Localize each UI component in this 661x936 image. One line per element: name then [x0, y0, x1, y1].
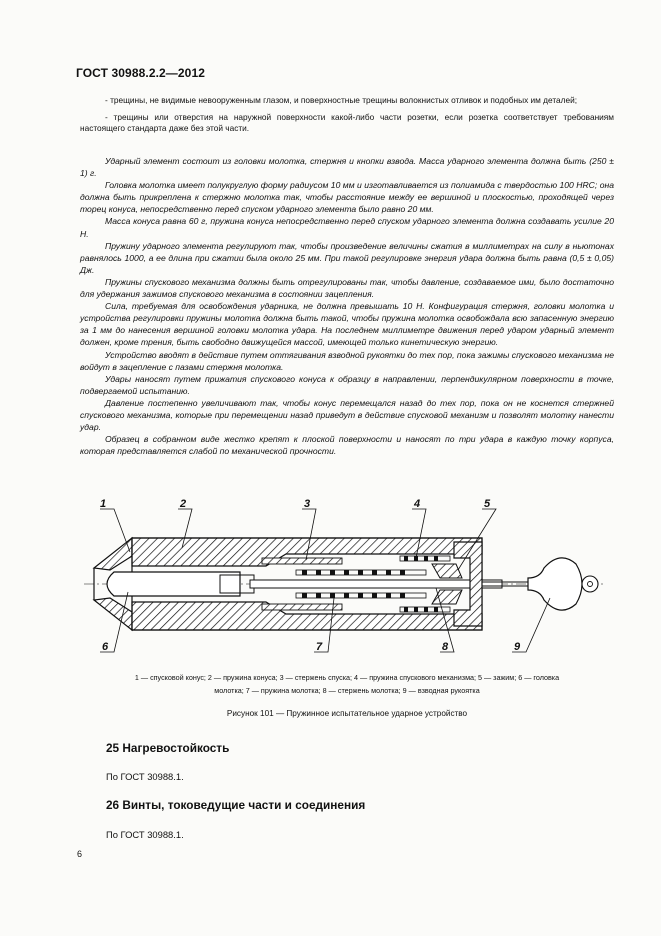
paragraph: Пружину ударного элемента регулируют так, чтобы произведение величины сжатия в миллиметрах на силу в ньютонах равнялось 1000, а ее длина при сжатии была около 25 мм. При такой регулировке энергия удара должна быть равна (0,5 ± 0,05) Дж.	[80, 240, 614, 275]
document-header: ГОСТ 30988.2.2—2012	[76, 66, 205, 80]
callout-7: 7	[316, 641, 323, 653]
callout-3: 3	[304, 498, 311, 510]
paragraph: Масса конуса равна 60 г, пружина конуса непосредственно перед спуском ударного элемента должна создавать усилие 20 Н.	[80, 216, 614, 239]
section-25-title: 25 Нагревостойкость	[106, 741, 230, 755]
callout-2: 2	[180, 498, 187, 510]
callout-1: 1	[100, 498, 107, 510]
callout-8: 8	[442, 641, 449, 653]
clamp	[432, 564, 462, 578]
bullet-list	[80, 95, 614, 140]
page-number: 6	[77, 849, 83, 859]
release-rod	[262, 558, 342, 564]
bullet-item: - трещины, не видимые невооруженным глазом, и поверхностные трещины волокнистых отливок и подобных им деталей;	[105, 95, 578, 105]
section-25-text: По ГОСТ 30988.1.	[106, 771, 184, 782]
paragraph: Головка молотка имеет полукруглую форму радиусом 10 мм и изготавливается из полиамида с твердостью 100 HRC; она должна быть прикреплена к стержню молотка так, чтобы расстояние между ее вершиной и плоскостью, проходящей через торец конуса, непосредственно перед спуском ударного элемента было равно 20 мм.	[80, 180, 614, 215]
hammer-rod	[250, 580, 502, 588]
legend-line: 1 — спусковой конус; 2 — пружина конуса; 3 — стержень спуска; 4 — пружина спускового механизма; 5 — зажим; 6 — головка	[134, 673, 560, 682]
callout-5: 5	[484, 498, 491, 510]
paragraph: Ударный элемент состоит из головки молотка, стержня и кнопки взвода. Масса ударного элемента должна быть (250 ± 1) г.	[80, 156, 614, 179]
paragraph: Пружины спускового механизма должны быть отрегулированы так, чтобы давление, создаваемое ими, было достаточно для удержания зажимов спускового механизма в состоянии зацепления.	[80, 276, 614, 300]
legend-line: молотка; 7 — пружина молотка; 8 — стержень молотка; 9 — взводная рукоятка	[214, 685, 480, 695]
test-procedure-text	[80, 155, 614, 457]
paragraph: Давление постепенно увеличивают так, чтобы конус перемещался назад до тех пор, пока он не коснется стержней спускового механизма, которые при перемещении назад приведут в действие спусковой механизм и позволят молотку нанести удар.	[80, 397, 614, 433]
callout-4: 4	[414, 498, 421, 510]
figure-caption: Рисунок 101 — Пружинное испытательное ударное устройство	[226, 709, 468, 718]
section-26-text: По ГОСТ 30988.1.	[106, 829, 184, 840]
callout-6: 6	[102, 641, 109, 653]
figure-legend	[80, 672, 614, 697]
section-26-title: 26 Винты, токоведущие части и соединения	[106, 798, 366, 812]
callout-9: 9	[514, 641, 521, 653]
impact-device-drawing	[70, 498, 610, 666]
paragraph: Удары наносят путем прижатия спускового конуса к образцу в направлении, перпендикулярном поверхности в точке, подвергаемой испытанию.	[80, 373, 614, 396]
bullet-item: - трещины или отверстия на наружной поверхности какой-либо части розетки, если розетка соответствует требованиям настоящего стандарта даже без этой части.	[80, 111, 614, 133]
cocking-handle	[528, 558, 582, 610]
paragraph: Устройство вводят в действие путем оттягивания взводной рукоятки до тех пор, пока зажимы спускового механизма не войдут в зацепление с пазами стержня молотка.	[80, 349, 614, 372]
paragraph: Образец в собранном виде жестко крепят к плоской поверхности и наносят по три удара в каждую точку корпуса, которая представляется слабой по механической прочности.	[80, 434, 614, 457]
paragraph: Сила, требуемая для освобождения ударника, не должна превышать 10 Н. Конфигурация стержня, головки молотка и устройства регулировки пружины молотка должна быть такой, чтобы пружина молотка освобождала всю запасенную энергию за 1 мм до нанесения вершиной головки молотка удара. На последнем миллиметре движения перед ударом ударный элемент должен, кроме трения, быть свободно движущейся массой, имеющей только кинетическую энергию.	[80, 301, 614, 348]
